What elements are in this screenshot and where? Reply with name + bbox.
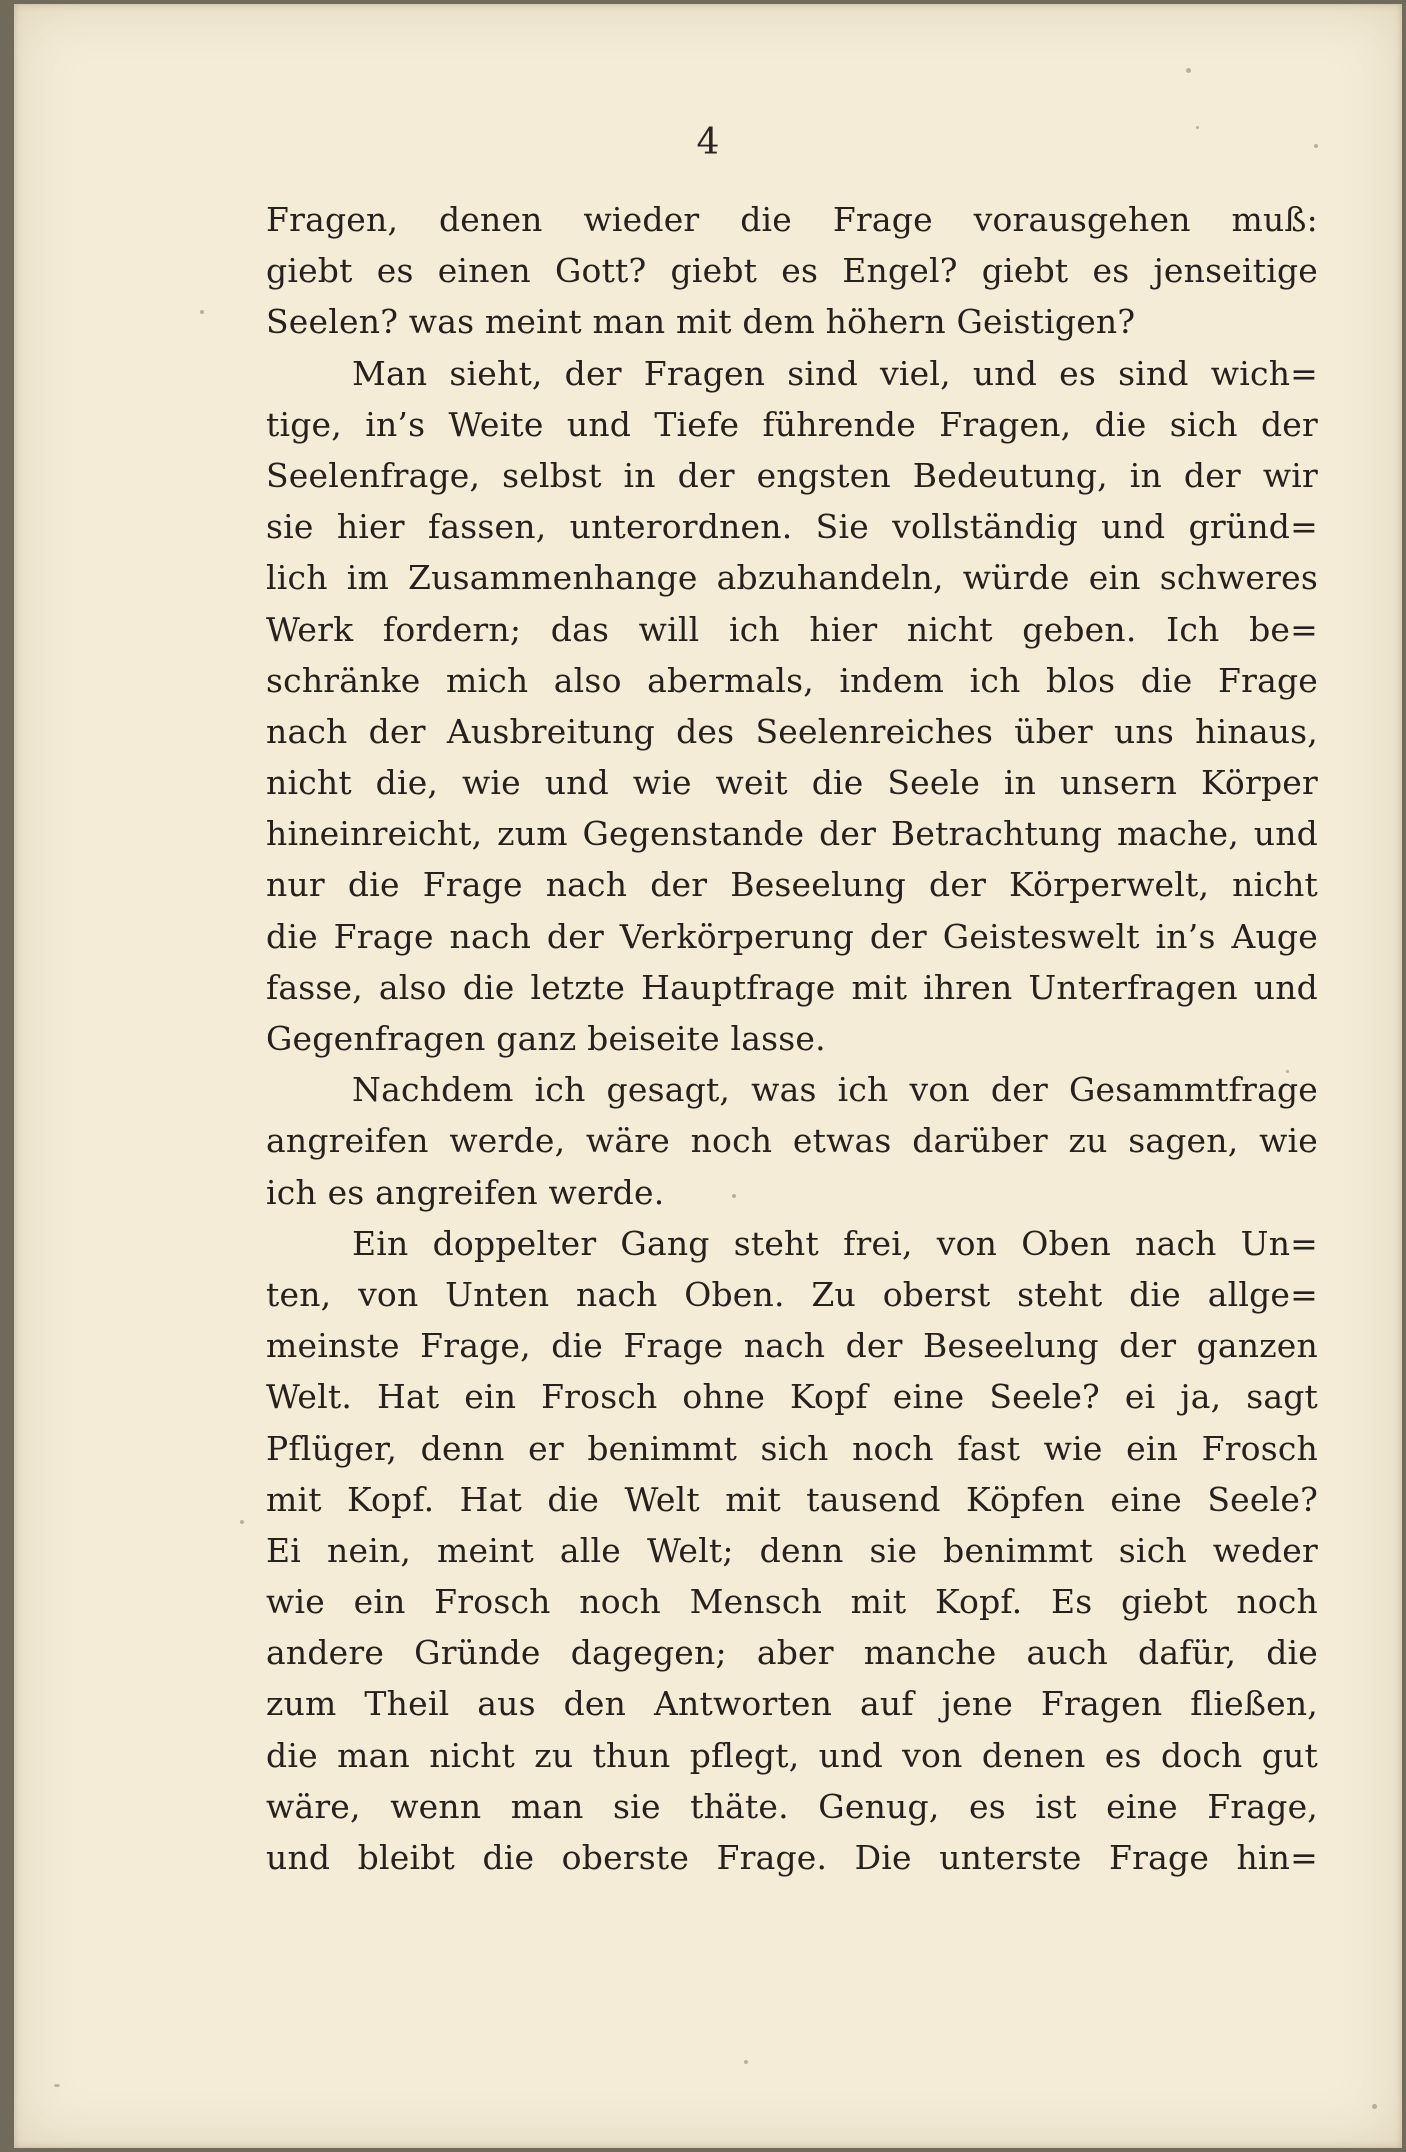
text-line: hineinreicht, zum Gegenstande der Betrachtung mache, und [266,814,1318,854]
text-line: nach der Ausbreitung des Seelenreiches über uns hinaus, [266,711,1318,751]
text-line: andere Gründe dagegen; aber manche auch dafür, die [266,1633,1318,1673]
text-line: ten, von Unten nach Oben. Zu oberst steht die allge= [266,1274,1318,1314]
text-line: Seelenfrage, selbst in der engsten Bedeutung, in der wir [266,455,1318,495]
text-line: Gegenfragen ganz beiseite lasse. [266,1019,826,1058]
book-page [14,4,1402,2148]
page-number: 4 [696,122,720,163]
text-line: Pflüger, denn er benimmt sich noch fast wie ein Frosch [266,1428,1318,1468]
text-line: giebt es einen Gott? giebt es Engel? giebt es jenseitige [266,251,1318,291]
text-line: mit Kopf. Hat die Welt mit tausend Köpfen eine Seele? [266,1479,1318,1519]
text-line: meinste Frage, die Frage nach der Beseelung der ganzen [266,1326,1318,1366]
text-line: angreifen werde, wäre noch etwas darüber zu sagen, wie [266,1121,1318,1161]
text-line: tige, in’s Weite und Tiefe führende Fragen, die sich der [266,404,1318,444]
text-line: die Frage nach der Verkörperung der Geisteswelt in’s Auge [266,916,1318,956]
text-line: und bleibt die oberste Frage. Die unterste Frage hin= [266,1838,1318,1877]
text-line: schränke mich also abermals, indem ich blos die Frage [266,660,1318,700]
text-line: Werk fordern; das will ich hier nicht geben. Ich be= [266,609,1318,649]
text-line: nur die Frage nach der Beseelung der Körperwelt, nicht [266,865,1318,905]
text-line: Welt. Hat ein Frosch ohne Kopf eine Seele? ei ja, sagt [266,1377,1318,1417]
text-line: wie ein Frosch noch Mensch mit Kopf. Es giebt noch [266,1582,1318,1622]
text-line: nicht die, wie und wie weit die Seele in unsern Körper [266,763,1318,803]
text-line: Ei nein, meint alle Welt; denn sie benimmt sich weder [266,1530,1318,1570]
text-line: Seelen? was meint man mit dem höhern Geistigen? [266,302,1136,342]
text-line: Nachdem ich gesagt, was ich von der Gesammtfrage [352,1070,1318,1110]
text-line: zum Theil aus den Antworten auf jene Fragen fließen, [266,1684,1318,1724]
text-line: ich es angreifen werde. [266,1172,665,1212]
body-text [266,194,1318,1883]
text-line: sie hier fassen, unterordnen. Sie vollständig und gründ= [266,507,1318,547]
text-line: Ein doppelter Gang steht frei, von Oben nach Un= [352,1223,1318,1263]
text-line: die man nicht zu thun pflegt, und von denen es doch gut [266,1735,1318,1775]
text-line: Man sieht, der Fragen sind viel, und es sind wich= [352,353,1318,393]
text-line: fasse, also die letzte Hauptfrage mit ihren Unterfragen und [266,967,1318,1007]
text-line: Fragen, denen wieder die Frage vorausgehen muß: [266,200,1318,239]
text-line: lich im Zusammenhange abzuhandeln, würde ein schweres [266,558,1318,598]
text-line: wäre, wenn man sie thäte. Genug, es ist eine Frage, [266,1786,1318,1826]
